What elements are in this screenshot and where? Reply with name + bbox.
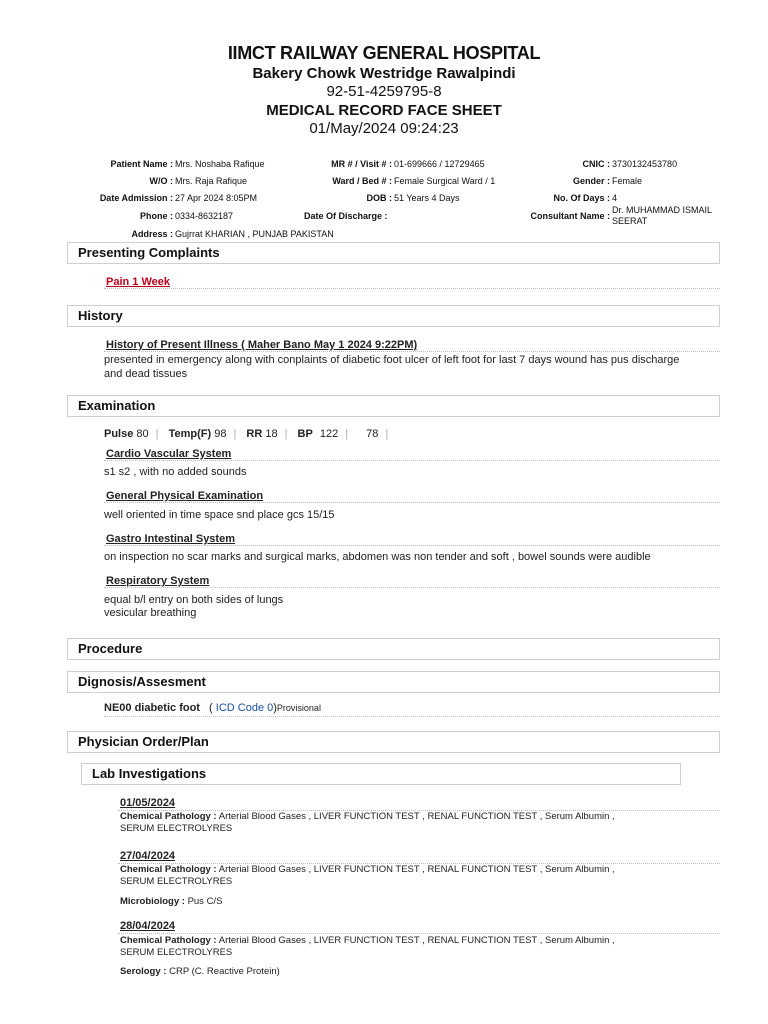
divider bbox=[104, 351, 720, 352]
gender-value: Female bbox=[612, 176, 643, 186]
diagnosis-status: Provisional bbox=[276, 703, 321, 713]
diagnosis-open-paren: ( bbox=[209, 702, 213, 714]
divider bbox=[104, 460, 720, 461]
vitals-separator: | bbox=[233, 428, 237, 440]
icd-code-link[interactable]: ICD Code 0 bbox=[215, 702, 274, 714]
lab-category: Microbiology : bbox=[120, 896, 185, 907]
section-physician-plan: Physician Order/Plan bbox=[67, 731, 720, 753]
vitals-separator: | bbox=[155, 428, 159, 440]
lab-tests: CRP (C. Reactive Protein) bbox=[169, 966, 280, 977]
lab-date: 01/05/2024 bbox=[120, 797, 176, 809]
lab-date: 28/04/2024 bbox=[120, 920, 176, 932]
phone-value: 0334-8632187 bbox=[175, 211, 234, 221]
hospital-address: Bakery Chowk Westridge Rawalpindi bbox=[252, 65, 516, 82]
ward-value: Female Surgical Ward / 1 bbox=[394, 176, 496, 186]
divider bbox=[118, 933, 720, 934]
complaint-text: Pain 1 Week bbox=[106, 276, 170, 288]
rr-value: 18 bbox=[265, 428, 278, 440]
lab-entry bbox=[120, 896, 680, 908]
section-procedure: Procedure bbox=[67, 638, 720, 660]
phone-label: Phone : bbox=[140, 211, 173, 221]
lab-category: Chemical Pathology : bbox=[120, 864, 217, 875]
history-line-2: and dead tissues bbox=[104, 368, 188, 380]
divider bbox=[104, 587, 720, 588]
hospital-name: IIMCT RAILWAY GENERAL HOSPITAL bbox=[227, 43, 541, 63]
diagnosis-close-paren: ) bbox=[273, 702, 277, 714]
resp-line-1: equal b/l entry on both sides of lungs bbox=[104, 594, 284, 606]
lab-tests-cont: SERUM ELECTROLYRES bbox=[120, 947, 233, 958]
resp-line-2: vesicular breathing bbox=[104, 607, 197, 619]
gpe-text: well oriented in time space snd place gcs 15/15 bbox=[104, 509, 335, 521]
ward-label: Ward / Bed # : bbox=[332, 176, 392, 186]
wo-value: Mrs. Raja Rafique bbox=[175, 176, 248, 186]
lab-tests-cont: SERUM ELECTROLYRES bbox=[120, 876, 233, 887]
lab-entry bbox=[120, 864, 680, 888]
address-label: Address : bbox=[131, 229, 173, 239]
diagnosis-row bbox=[104, 701, 321, 715]
lab-tests: Arterial Blood Gases , LIVER FUNCTION TEST , RENAL FUNCTION TEST , Serum Albumin , bbox=[218, 864, 615, 875]
git-text: on inspection no scar marks and surgical marks, abdomen was non tender and soft , bowel sounds were audible bbox=[104, 551, 651, 563]
consultant-label: Consultant Name : bbox=[530, 211, 610, 221]
pulse-value: 80 bbox=[136, 428, 149, 440]
pulse-label: Pulse bbox=[104, 428, 134, 440]
dob-label: DOB : bbox=[366, 193, 392, 203]
vitals-row bbox=[104, 427, 395, 441]
admission-label: Date Admission : bbox=[99, 193, 173, 203]
bp-label: BP bbox=[297, 428, 313, 440]
cnic-label: CNIC : bbox=[582, 159, 610, 169]
patient-name-label: Patient Name : bbox=[110, 159, 173, 169]
admission-value: 27 Apr 2024 8:05PM bbox=[175, 193, 258, 203]
diagnosis-name: NE00 diabetic foot bbox=[104, 702, 200, 714]
vitals-separator: | bbox=[284, 428, 288, 440]
days-label: No. Of Days : bbox=[553, 193, 610, 203]
address-value: Gujrrat KHARIAN , PUNJAB PAKISTAN bbox=[175, 229, 334, 239]
days-value: 4 bbox=[612, 193, 618, 203]
divider bbox=[104, 545, 720, 546]
divider bbox=[104, 716, 720, 717]
sheet-title: MEDICAL RECORD FACE SHEET bbox=[266, 102, 502, 119]
lab-tests-cont: SERUM ELECTROLYRES bbox=[120, 823, 233, 834]
git-heading: Gastro Intestinal System bbox=[106, 533, 235, 545]
wo-label: W/O : bbox=[149, 176, 173, 186]
lab-category: Serology : bbox=[120, 966, 167, 977]
section-history: History bbox=[67, 305, 720, 327]
cnic-value: 3730132453780 bbox=[612, 159, 678, 169]
consultant-line-1: Dr. MUHAMMAD ISMAIL bbox=[612, 205, 713, 215]
gender-label: Gender : bbox=[572, 176, 610, 186]
discharge-label: Date Of Discharge : bbox=[304, 211, 388, 221]
mr-label: MR # / Visit # : bbox=[331, 159, 392, 169]
dob-value: 51 Years 4 Days bbox=[394, 193, 460, 203]
lab-category: Chemical Pathology : bbox=[120, 811, 217, 822]
section-examination: Examination bbox=[67, 395, 720, 417]
sheet-datetime: 01/May/2024 09:24:23 bbox=[309, 120, 459, 137]
hospital-phone: 92-51-4259795-8 bbox=[326, 83, 442, 100]
lab-tests: Arterial Blood Gases , LIVER FUNCTION TEST , RENAL FUNCTION TEST , Serum Albumin , bbox=[218, 935, 615, 946]
vitals-separator: | bbox=[385, 428, 389, 440]
rr-label: RR bbox=[246, 428, 263, 440]
temp-label: Temp(F) bbox=[168, 428, 212, 440]
lab-entry bbox=[120, 935, 680, 959]
section-presenting-complaints: Presenting Complaints bbox=[67, 242, 720, 264]
lab-entry bbox=[120, 811, 680, 835]
history-heading: History of Present Illness ( Maher Bano May 1 2024 9:22PM) bbox=[106, 339, 418, 351]
cvs-text: s1 s2 , with no added sounds bbox=[104, 466, 247, 478]
divider bbox=[104, 288, 720, 289]
cvs-heading: Cardio Vascular System bbox=[106, 448, 232, 460]
document-header bbox=[0, 42, 768, 138]
history-line-1: presented in emergency along with conplaints of diabetic foot ulcer of left foot for last 7 days wound has pus discharge bbox=[104, 354, 680, 366]
section-lab-investigations: Lab Investigations bbox=[81, 763, 681, 785]
lab-entry bbox=[120, 966, 680, 978]
divider bbox=[104, 502, 720, 503]
gpe-heading: General Physical Examination bbox=[106, 490, 264, 502]
bp-systolic: 122 bbox=[319, 428, 339, 440]
bp-diastolic: 78 bbox=[366, 428, 379, 440]
section-diagnosis: Dignosis/Assesment bbox=[67, 671, 720, 693]
lab-tests: Arterial Blood Gases , LIVER FUNCTION TEST , RENAL FUNCTION TEST , Serum Albumin , bbox=[218, 811, 615, 822]
resp-heading: Respiratory System bbox=[106, 575, 210, 587]
lab-category: Chemical Pathology : bbox=[120, 935, 217, 946]
lab-date: 27/04/2024 bbox=[120, 850, 176, 862]
mr-value: 01-699666 / 12729465 bbox=[394, 159, 485, 169]
lab-tests: Pus C/S bbox=[187, 896, 223, 907]
vitals-separator: | bbox=[345, 428, 349, 440]
patient-name: Mrs. Noshaba Rafique bbox=[175, 159, 265, 169]
consultant-line-2: SEERAT bbox=[612, 216, 648, 226]
temp-value: 98 bbox=[214, 428, 227, 440]
